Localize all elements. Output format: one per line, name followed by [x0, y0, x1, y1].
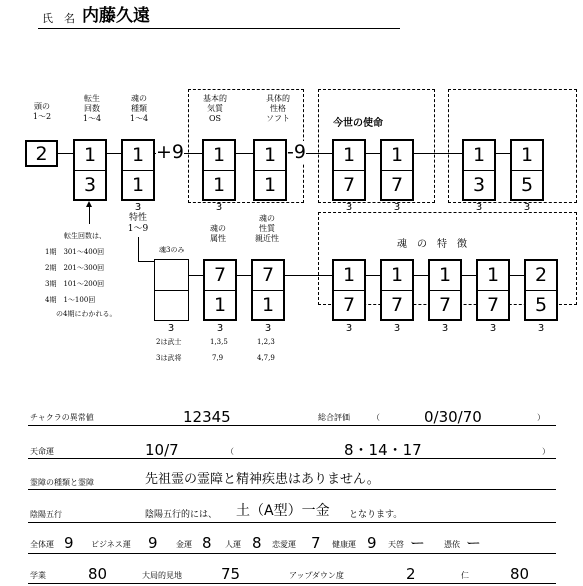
- mission-label: 今世の使命: [333, 118, 383, 129]
- soul3-box: [154, 259, 189, 321]
- luck-underline: [28, 553, 556, 554]
- name-label: 氏 名: [42, 12, 75, 25]
- nature-divider: [253, 290, 283, 291]
- feature-5-top: 2: [534, 264, 548, 286]
- reinc-note-line-4: 4期 1〜100回: [45, 296, 96, 304]
- nature-bottom: 1: [261, 294, 275, 316]
- reinc-divider: [75, 170, 105, 171]
- soul-type-label: 魂の 種類 1〜4: [129, 94, 149, 123]
- luck-revelation-value: ー: [410, 534, 426, 552]
- luck-possession-label: 憑依: [444, 540, 460, 549]
- row1-below-basic: 3: [215, 202, 223, 213]
- feature-box-3: [428, 259, 462, 321]
- row1-below-soul: 3: [134, 202, 142, 213]
- concrete-bottom: 1: [263, 174, 277, 196]
- basic-box: [202, 139, 236, 201]
- mission-2-bottom: 7: [390, 174, 404, 196]
- feature-3-bottom: 7: [438, 294, 452, 316]
- right-box-2: [510, 139, 544, 201]
- chakra-underline: [28, 425, 556, 426]
- feature-5-bottom: 5: [534, 294, 548, 316]
- tenmei-paren-open: （: [226, 447, 234, 456]
- feature-5-divider: [526, 290, 556, 291]
- row2-below-f1: 3: [345, 323, 353, 334]
- reishou-value: 先祖霊の霊障と精神疾患はありません。: [145, 472, 380, 487]
- view-label: 大局的見地: [142, 571, 182, 580]
- luck-money-value: 8: [202, 534, 212, 552]
- feature-box-5: [524, 259, 558, 321]
- nature-note-2: 4,7,9: [257, 354, 275, 362]
- soul-nature-label: 魂の 性質 親近性: [255, 214, 279, 243]
- luck-love-label: 恋愛運: [272, 540, 296, 549]
- feature-4-bottom: 7: [486, 294, 500, 316]
- inyo-post: となります。: [349, 510, 403, 520]
- attr-top: 7: [213, 264, 227, 286]
- attr-bottom: 1: [213, 294, 227, 316]
- mission-2-top: 1: [390, 144, 404, 166]
- eval-value: 0/30/70: [424, 408, 482, 426]
- plus-modifier: +9: [156, 141, 185, 163]
- reinc-note-title: 転生回数は、: [64, 232, 106, 240]
- person-name: 内藤久遠: [82, 6, 150, 26]
- reinc-note-line-1: 1期 301〜400回: [45, 248, 105, 256]
- row1-below-mission1: 3: [345, 202, 353, 213]
- inyo-underline: [28, 522, 556, 523]
- feature-4-top: 1: [486, 264, 500, 286]
- tenmei-paren-close: ）: [542, 447, 550, 456]
- soul3-note-1: 2は武士: [156, 338, 182, 346]
- head-value: 2: [35, 143, 48, 165]
- study-value: 80: [88, 565, 108, 583]
- reinc-arrow-shaft: [89, 204, 90, 224]
- mission-2-divider: [382, 170, 412, 171]
- luck-people-label: 人運: [225, 540, 241, 549]
- head-label: 頭の 1〜2: [32, 102, 52, 121]
- row2-below-f2: 3: [393, 323, 401, 334]
- nature-box: [251, 259, 285, 321]
- inyo-label: 陰陽五行: [30, 510, 62, 519]
- feature-1-bottom: 7: [342, 294, 356, 316]
- luck-people-value: 8: [252, 534, 262, 552]
- soul-type-box: [121, 139, 155, 201]
- feature-box-4: [476, 259, 510, 321]
- reishou-underline: [28, 489, 556, 490]
- feature-3-top: 1: [438, 264, 452, 286]
- trait-down-line: [138, 237, 139, 261]
- reinc-arrow-head-icon: [86, 201, 92, 207]
- soul3-note-2: 3は武将: [156, 354, 182, 362]
- soul-type-divider: [123, 170, 153, 171]
- jin-value: 80: [510, 565, 530, 583]
- inyo-pre: 陰陽五行的には、: [145, 510, 218, 520]
- attr-box: [203, 259, 237, 321]
- study-underline: [28, 583, 556, 584]
- updown-value: 2: [406, 565, 416, 583]
- basic-bottom: 1: [212, 174, 226, 196]
- attr-divider: [205, 290, 235, 291]
- mission-box-2: [380, 139, 414, 201]
- luck-all-label: 全体運: [30, 540, 54, 549]
- row2-below-f3: 3: [441, 323, 449, 334]
- luck-health-value: 9: [367, 534, 377, 552]
- mission-box-1: [332, 139, 366, 201]
- reincarnation-label: 転生 回数 1〜4: [82, 94, 102, 123]
- study-label: 学業: [30, 571, 46, 580]
- feature-2-top: 1: [390, 264, 404, 286]
- feature-1-divider: [334, 290, 364, 291]
- luck-revelation-label: 天啓: [388, 540, 404, 549]
- basic-temperament-label: 基本的 気質 OS: [203, 94, 227, 123]
- row2-below-f4: 3: [489, 323, 497, 334]
- view-value: 75: [221, 565, 241, 583]
- row2-below-f5: 3: [537, 323, 545, 334]
- soul-type-bottom: 1: [131, 174, 145, 196]
- luck-love-value: 7: [311, 534, 321, 552]
- feature-2-divider: [382, 290, 412, 291]
- reinc-box: [73, 139, 107, 201]
- right-2-top: 1: [520, 144, 534, 166]
- row1-below-right1: 3: [475, 202, 483, 213]
- inyo-value: 土（A型）一金: [236, 503, 330, 519]
- mission-1-bottom: 7: [342, 174, 356, 196]
- right-2-bottom: 5: [520, 174, 534, 196]
- right-2-divider: [512, 170, 542, 171]
- name-underline: [38, 28, 400, 29]
- concrete-divider: [255, 170, 285, 171]
- luck-money-label: 金運: [176, 540, 192, 549]
- updown-label: アップダウン度: [289, 571, 344, 580]
- jin-label: 仁: [461, 571, 469, 580]
- reinc-top: 1: [83, 144, 97, 166]
- luck-possession-value: ー: [466, 534, 482, 552]
- row2-below-attr: 3: [216, 323, 224, 334]
- eval-label: 総合評価: [318, 413, 350, 422]
- feature-1-top: 1: [342, 264, 356, 286]
- row2-below-nature: 3: [264, 323, 272, 334]
- soul-attr-label: 魂の 属性: [210, 224, 226, 243]
- attr-note-1: 1,3,5: [210, 338, 228, 346]
- minus-modifier: -9: [287, 141, 306, 163]
- right-1-top: 1: [472, 144, 486, 166]
- mission-1-divider: [334, 170, 364, 171]
- chakra-label: チャクラの異常値: [30, 413, 94, 422]
- right-box-1: [462, 139, 496, 201]
- eval-paren-open: （: [372, 413, 380, 422]
- feature-box-2: [380, 259, 414, 321]
- tenmei-label: 天命運: [30, 447, 54, 456]
- concrete-box: [253, 139, 287, 201]
- feature-2-bottom: 7: [390, 294, 404, 316]
- row2-link-line: [138, 261, 154, 262]
- reinc-note-tail: の4期にわかれる。: [56, 310, 117, 318]
- attr-note-2: 7,9: [212, 354, 224, 362]
- luck-business-value: 9: [148, 534, 158, 552]
- trait-label: 特性 1〜9: [127, 213, 149, 234]
- feature-3-divider: [430, 290, 460, 291]
- right-1-bottom: 3: [472, 174, 486, 196]
- row2-below-soul3: 3: [167, 323, 175, 334]
- concrete-personality-label: 具体的 性格 ソフト: [266, 94, 290, 123]
- eval-paren-close: ）: [537, 413, 545, 422]
- luck-health-label: 健康運: [332, 540, 356, 549]
- row1-below-mission2: 3: [393, 202, 401, 213]
- tenmei-detail: 8・14・17: [344, 441, 422, 459]
- soul-features-label: 魂 の 特 徴: [397, 239, 467, 250]
- reinc-note-line-2: 2期 201〜300回: [45, 264, 105, 272]
- luck-all-value: 9: [64, 534, 74, 552]
- soul3-divider: [155, 290, 188, 291]
- feature-box-1: [332, 259, 366, 321]
- tenmei-underline: [28, 458, 556, 459]
- basic-divider: [204, 170, 234, 171]
- feature-4-divider: [478, 290, 508, 291]
- reishou-label: 霊障の種類と霊障: [30, 478, 94, 487]
- mission-1-top: 1: [342, 144, 356, 166]
- nature-note-1: 1,2,3: [257, 338, 275, 346]
- soul-type-top: 1: [131, 144, 145, 166]
- row1-below-right2: 3: [523, 202, 531, 213]
- concrete-top: 1: [263, 144, 277, 166]
- luck-business-label: ビジネス運: [91, 540, 131, 549]
- reinc-bottom: 3: [83, 174, 97, 196]
- basic-top: 1: [212, 144, 226, 166]
- nature-top: 7: [261, 264, 275, 286]
- right-1-divider: [464, 170, 494, 171]
- reinc-note-line-3: 3期 101〜200回: [45, 280, 105, 288]
- chakra-value: 12345: [183, 408, 231, 426]
- soul3-only-label: 魂3のみ: [159, 246, 185, 254]
- head-box: [25, 140, 58, 167]
- tenmei-value: 10/7: [145, 441, 179, 459]
